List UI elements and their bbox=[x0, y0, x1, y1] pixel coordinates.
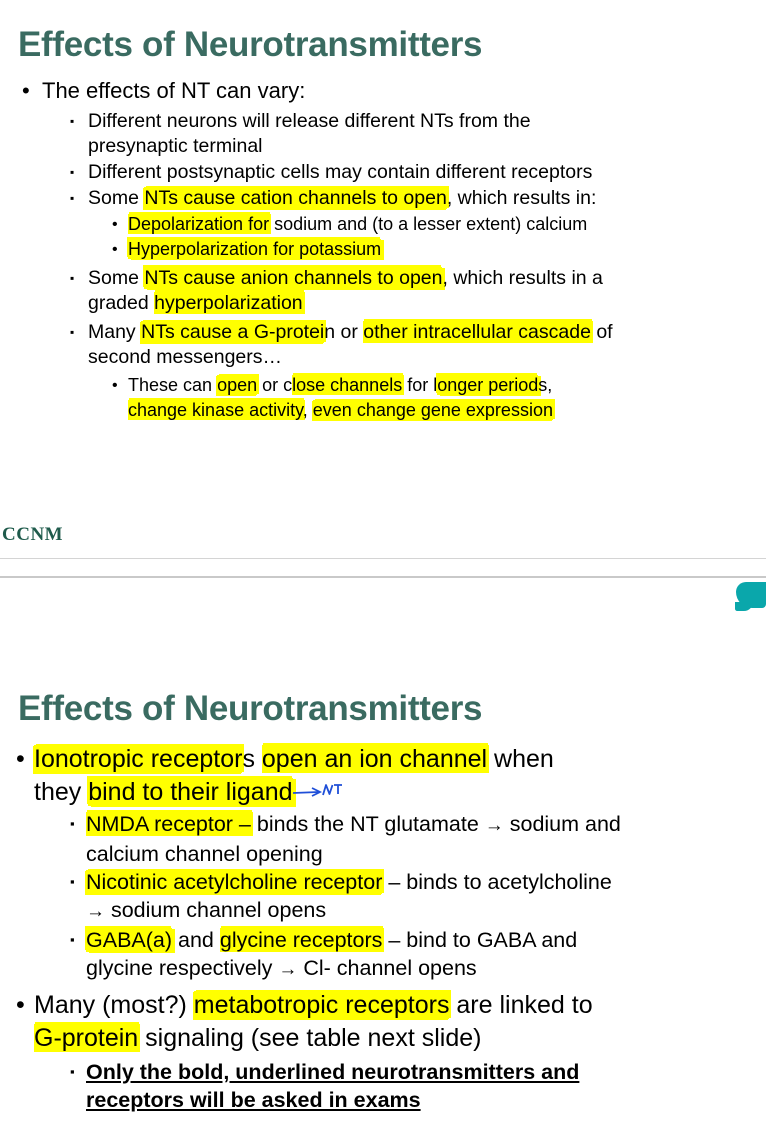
text-run: and bbox=[172, 928, 220, 952]
bullet-round-icon: • bbox=[16, 745, 25, 773]
text-run: s, bbox=[538, 375, 553, 395]
list-item-text bbox=[88, 320, 766, 370]
list-item bbox=[0, 989, 766, 1055]
text-run: sodium and bbox=[503, 812, 621, 836]
list-item-text bbox=[128, 373, 766, 423]
highlighted-text: G-protein bbox=[34, 1024, 139, 1052]
highlighted-text: lose channels bbox=[292, 375, 403, 395]
text-run: sodium channel opens bbox=[105, 898, 327, 922]
highlighted-text: Depolarization for bbox=[128, 214, 270, 234]
teal-accent-shape bbox=[736, 582, 766, 608]
list-item bbox=[0, 109, 766, 159]
highlighted-text: open an ion channel bbox=[261, 745, 488, 773]
highlighted-text: Nicotinic acetylcholine receptor bbox=[86, 870, 383, 894]
text-run: Some bbox=[88, 267, 145, 289]
text-run: Many bbox=[88, 321, 142, 343]
list-item-text: Different postsynaptic cells may contain different receptors bbox=[88, 161, 593, 183]
list-item bbox=[0, 212, 766, 237]
text-run: binds the NT glutamate bbox=[250, 812, 485, 836]
list-item bbox=[0, 926, 766, 984]
list-item-text bbox=[86, 926, 766, 984]
list-item bbox=[0, 266, 766, 316]
list-item-text bbox=[88, 266, 766, 316]
highlighted-text: other intracellular cascade bbox=[363, 321, 591, 343]
highlighted-text: onger period bbox=[437, 375, 539, 395]
list-item bbox=[0, 373, 766, 423]
text-run: These can bbox=[128, 375, 218, 395]
slide-2 bbox=[0, 578, 766, 1129]
ccnm-logo: CCNM bbox=[2, 524, 64, 545]
highlighted-text: NTs cause anion channels to open bbox=[144, 267, 443, 289]
list-item-text bbox=[86, 1058, 766, 1114]
text-run: Some bbox=[88, 187, 145, 209]
list-item-text bbox=[88, 109, 766, 159]
list-item-text bbox=[34, 743, 766, 809]
text-run: , which results in a bbox=[442, 267, 603, 289]
bullet-square-icon: ▪ bbox=[70, 114, 75, 128]
highlighted-text: Ionotropic receptor bbox=[34, 745, 243, 773]
slide-divider-top bbox=[0, 558, 766, 559]
highlighted-text: open bbox=[217, 375, 258, 395]
list-item-text bbox=[128, 237, 766, 262]
text-run: – binds to acetylcholine bbox=[382, 870, 612, 894]
slide-1-body bbox=[0, 76, 766, 423]
slide-2-title: Effects of Neurotransmitters bbox=[18, 689, 483, 729]
highlighted-text: bind to their ligand bbox=[88, 778, 293, 806]
list-item bbox=[0, 868, 766, 926]
text-run: graded bbox=[88, 292, 155, 314]
bullet-square-icon: ▪ bbox=[70, 874, 75, 889]
bullet-square-icon: ▪ bbox=[70, 191, 75, 205]
text-run: of bbox=[590, 321, 613, 343]
list-item-text bbox=[128, 212, 766, 237]
highlighted-text: change kinase activity bbox=[128, 400, 303, 420]
text-run: they bbox=[34, 778, 89, 806]
text-run: , which results in: bbox=[446, 187, 597, 209]
list-item-text bbox=[86, 868, 766, 926]
bullet-square-icon: ▪ bbox=[70, 325, 75, 339]
bullet-square-icon: ▪ bbox=[70, 1064, 75, 1079]
highlighted-text: NMDA receptor – bbox=[86, 812, 251, 836]
list-item bbox=[0, 237, 766, 262]
text-run: are linked to bbox=[449, 991, 593, 1019]
text-run: presynaptic terminal bbox=[88, 135, 263, 157]
bullet-square-icon: ▪ bbox=[70, 271, 75, 285]
text-run: or c bbox=[257, 375, 293, 395]
list-item bbox=[0, 76, 766, 106]
list-item bbox=[0, 743, 766, 809]
list-item bbox=[0, 810, 766, 868]
slide-1-title: Effects of Neurotransmitters bbox=[18, 25, 483, 65]
arrow-right-icon: → bbox=[484, 815, 504, 836]
text-run: when bbox=[487, 745, 554, 773]
bullet-round-icon: • bbox=[112, 216, 118, 233]
text-run: , bbox=[302, 400, 313, 420]
bullet-square-icon: ▪ bbox=[70, 165, 75, 179]
list-item-text bbox=[86, 810, 766, 868]
text-run: glycine respectively bbox=[86, 956, 279, 980]
handwritten-nt-annotation bbox=[293, 785, 353, 803]
highlighted-text: hyperpolarization bbox=[154, 292, 303, 314]
list-item-text: The effects of NT can vary: bbox=[42, 78, 306, 103]
bullet-round-icon: • bbox=[112, 241, 118, 258]
slide-2-body bbox=[0, 743, 766, 1114]
list-item bbox=[0, 186, 766, 211]
highlighted-text: Hyperpolarization for potassium bbox=[128, 239, 382, 259]
text-run: Different neurons will release different NTs from the bbox=[88, 110, 531, 132]
bullet-round-icon: • bbox=[16, 991, 25, 1019]
highlighted-text: even change gene expression bbox=[312, 400, 553, 420]
bullet-square-icon: ▪ bbox=[70, 816, 75, 831]
list-item bbox=[0, 1058, 766, 1114]
text-run: for l bbox=[402, 375, 438, 395]
highlighted-text: metabotropic receptors bbox=[193, 991, 450, 1019]
bullet-round-icon: • bbox=[112, 377, 118, 394]
text-run: Cl- channel opens bbox=[297, 956, 477, 980]
highlighted-text: GABA(a) bbox=[86, 928, 173, 952]
text-run: sodium and (to a lesser extent) calcium bbox=[269, 214, 588, 234]
arrow-right-icon: → bbox=[86, 901, 105, 922]
text-run: second messengers… bbox=[88, 346, 283, 368]
text-run: receptors will be asked in exams bbox=[86, 1088, 421, 1112]
highlighted-text: NTs cause cation channels to open bbox=[144, 187, 447, 209]
list-item-text bbox=[88, 186, 766, 211]
list-item-text bbox=[34, 989, 766, 1055]
text-run: s bbox=[242, 745, 262, 773]
bullet-square-icon: ▪ bbox=[70, 932, 75, 947]
text-run: calcium channel opening bbox=[86, 842, 323, 866]
text-run: signaling (see table next slide) bbox=[138, 1024, 482, 1052]
bullet-round-icon: • bbox=[22, 78, 30, 103]
highlighted-text: glycine receptors bbox=[219, 928, 383, 952]
text-run: Only the bold, underlined neurotransmitters and bbox=[86, 1060, 580, 1084]
text-run: – bind to GABA and bbox=[382, 928, 578, 952]
list-item bbox=[0, 160, 766, 185]
list-item bbox=[0, 320, 766, 370]
highlighted-text: NTs cause a G-protei bbox=[141, 321, 325, 343]
text-run: Many (most?) bbox=[34, 991, 194, 1019]
arrow-right-icon: → bbox=[278, 959, 298, 980]
text-run: n or bbox=[324, 321, 364, 343]
